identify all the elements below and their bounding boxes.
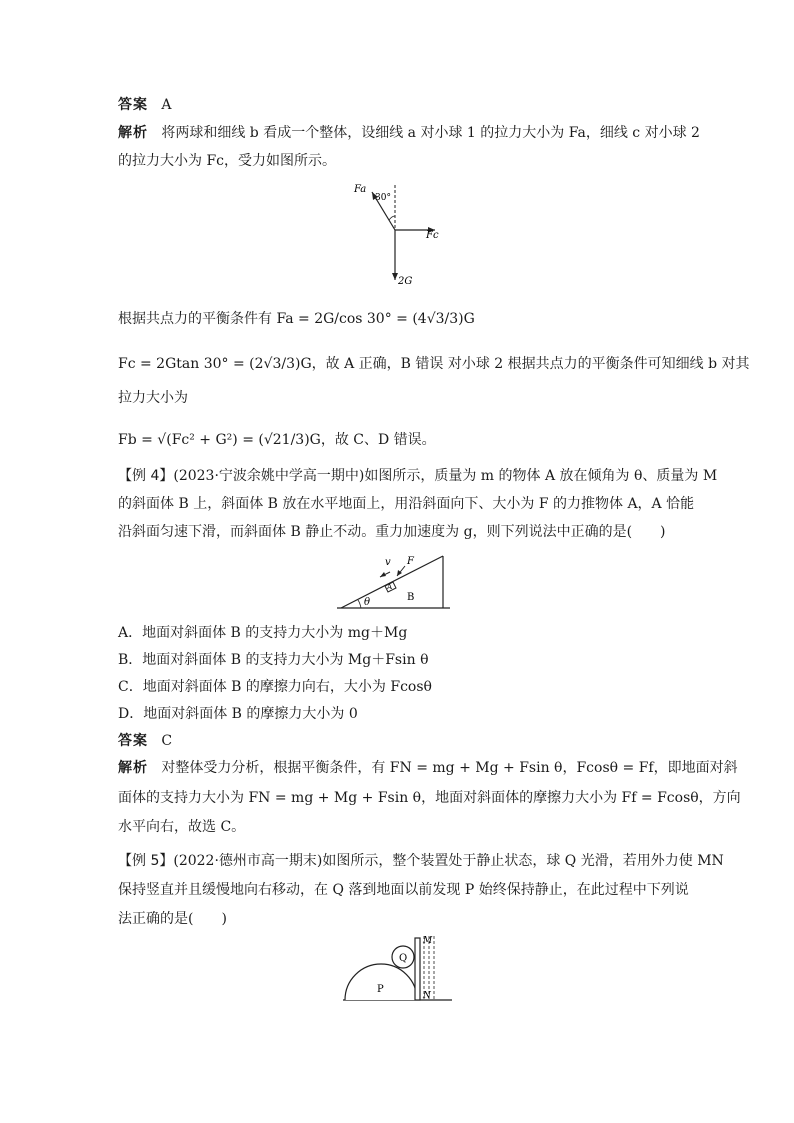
example4-analysis-line-1 (118, 758, 738, 778)
example4-line-3: 沿斜面匀速下滑，而斜面体 B 静止不动。重力加速度为 g，则下列说法中正确的是( ) (118, 524, 666, 540)
equation-line-3: 拉力大小为 (118, 390, 188, 406)
example4-answer-value: C (161, 733, 173, 749)
example4-line-1 (118, 466, 718, 486)
example4-option-b: B．地面对斜面体 B 的支持力大小为 Mg＋Fsin θ (118, 652, 429, 668)
analysis-line-1 (118, 123, 700, 143)
example5-line-2: 保持竖直并且缓慢地向右移动，在 Q 落到地面以前发现 P 始终保持静止，在此过程中下列说 (118, 882, 689, 898)
equation-line-4: Fb = √(Fc² + G²) = (√21/3)G，故 C、D 错误。 (118, 432, 436, 448)
hemisphere-wall-diagram (340, 932, 455, 1004)
equation-line-1: 根据共点力的平衡条件有 Fa = 2G/cos 30° = (4√3/3)G (118, 311, 475, 327)
answer-line-1 (118, 95, 680, 115)
answer-value: A (161, 97, 172, 113)
example4-stem-text: (2023·宁波余姚中学高一期中)如图所示，质量为 m 的物体 A 放在倾角为 θ、质量为 M (173, 468, 718, 484)
angle-arc (389, 216, 395, 220)
example5-line-1 (118, 851, 724, 871)
example5-stem-text: (2022·德州市高一期末)如图所示，整个装置处于静止状态，球 Q 光滑，若用外力使 MN (173, 853, 724, 869)
board-m-label: M (423, 936, 433, 946)
angle-label: 30° (375, 193, 391, 203)
analysis-line-2: 的拉力大小为 Fc，受力如图所示。 (118, 153, 337, 169)
block-b-label: B (407, 592, 415, 603)
board-mn (415, 938, 420, 1000)
example5-line-3: 法正确的是( ) (118, 911, 227, 927)
example4-analysis-line-3: 水平向右，故选 C。 (118, 819, 246, 835)
velocity-arrowhead (380, 572, 386, 577)
example4-line-2: 的斜面体 B 上，斜面体 B 放在水平地面上，用沿斜面向下、大小为 F 的力推物体 A，A 恰能 (118, 496, 695, 512)
fc-label: Fc (426, 230, 439, 241)
block-a-label: A (387, 583, 393, 591)
g-label: 2G (398, 276, 413, 287)
analysis-text: 将两球和细线 b 看成一个整体，设细线 a 对小球 1 的拉力大小为 Fa，细线 c 对小球 2 (161, 125, 700, 141)
example4-option-a: A．地面对斜面体 B 的支持力大小为 mg＋Mg (118, 625, 408, 641)
answer-label: 答案 (118, 97, 148, 113)
analysis-label: 解析 (118, 125, 148, 141)
example4-analysis-text: 对整体受力分析，根据平衡条件，有 FN = mg + Mg + Fsin θ，Fcosθ = Ff，即地面对斜 (161, 760, 738, 776)
velocity-label: v (385, 557, 391, 568)
example4-answer-label: 答案 (118, 733, 148, 749)
theta-label: θ (364, 597, 371, 608)
example4-option-c: C．地面对斜面体 B 的摩擦力向右，大小为 Fcosθ (118, 679, 432, 695)
ball-q-label: Q (399, 953, 408, 964)
force-diagram-1 (340, 180, 450, 290)
fa-label: Fa (354, 184, 367, 195)
equation-line-2: Fc = 2Gtan 30° = (2√3/3)G，故 A 正确，B 错误 对小球 2 根据共点力的平衡条件可知细线 b 对其 (118, 356, 750, 372)
hemisphere-p-label: P (377, 984, 384, 995)
theta-arc (358, 600, 361, 608)
example4-answer-line (118, 731, 680, 751)
example4-analysis-line-2: 面体的支持力大小为 FN = mg + Mg + Fsin θ，地面对斜面体的摩擦力大小为 Ff = Fcosθ，方向 (118, 790, 741, 806)
example4-tag: 【例 4】 (118, 468, 174, 484)
example5-tag: 【例 5】 (118, 853, 174, 869)
force-f-label: F (407, 556, 414, 567)
example4-option-d: D．地面对斜面体 B 的摩擦力大小为 0 (118, 706, 358, 722)
incline-diagram (335, 550, 455, 612)
board-n-label: N (423, 991, 431, 1001)
example4-analysis-label: 解析 (118, 760, 148, 776)
